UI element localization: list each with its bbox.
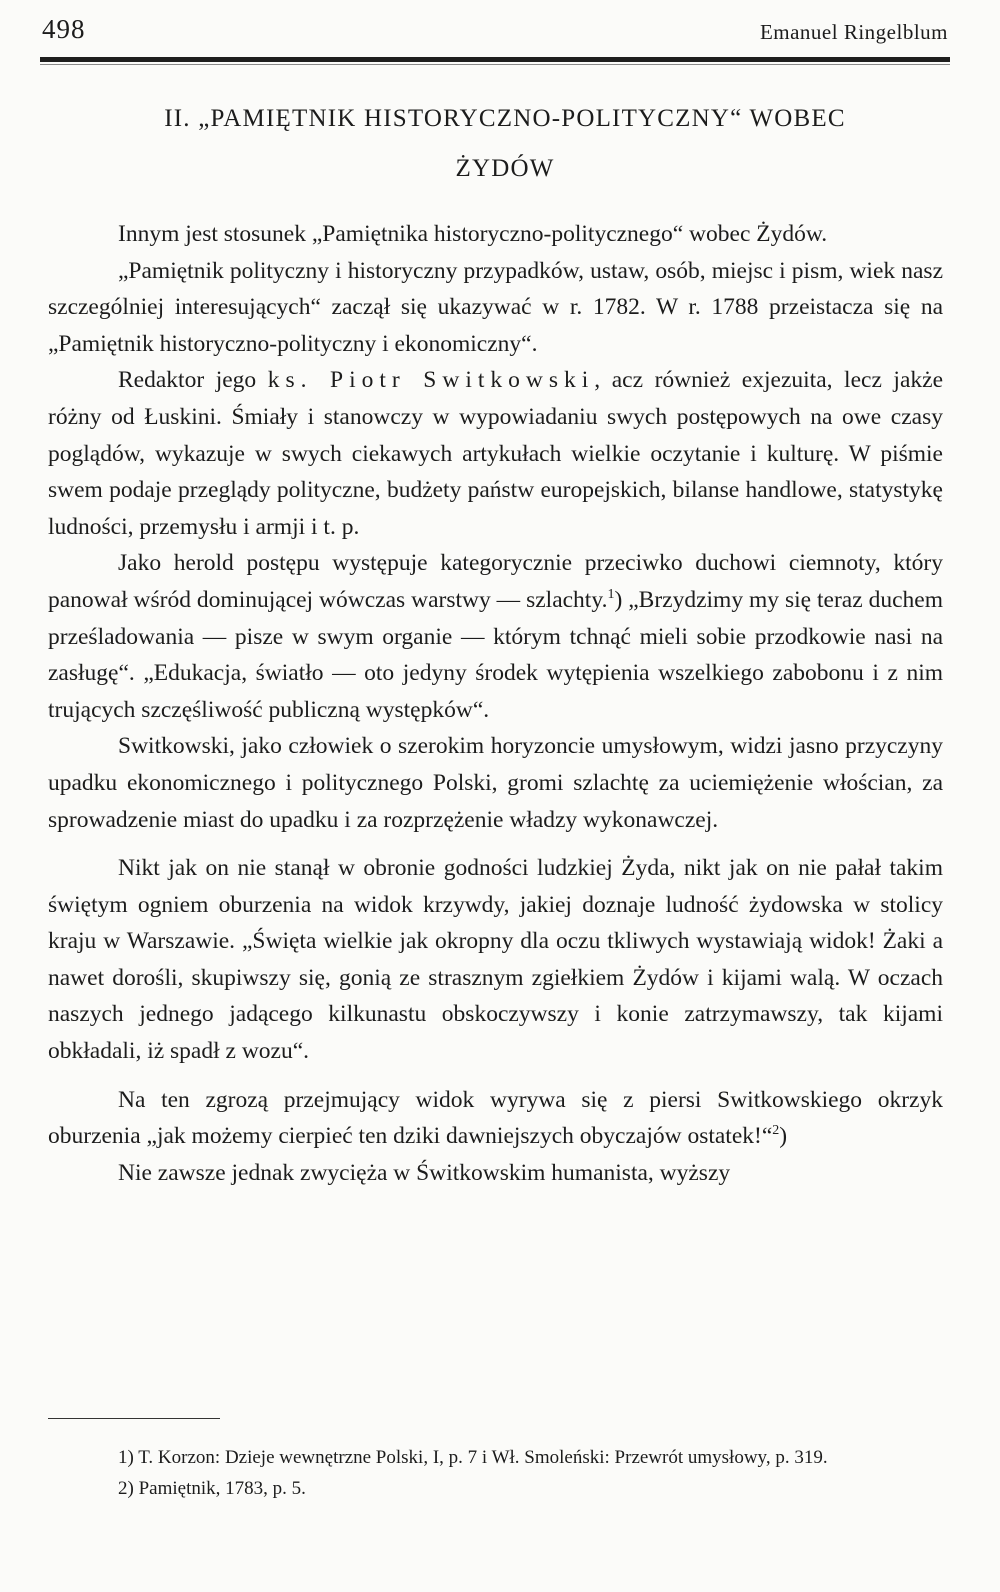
paragraph-5: Switkowski, jako człowiek o szerokim horyzoncie umysłowym, widzi jasno przyczyny upadku ekonomicznego i politycznego Polski, gromi szlachtę za uciemiężenie włościan, za sprowadzenie miast do upadku i za rozprzężenie władzy wykonawczej.: [48, 733, 943, 833]
paragraph-2: „Pamiętnik polityczny i historyczny przypadków, ustaw, osób, miejsc i pism, wiek nasz szczególniej interesujących“ zaczął się ukazywać w r. 1782. W r. 1788 przeistacza się na „Pamiętnik historyczno-polityczny i ekonomiczny“.: [48, 257, 943, 357]
footnote-rule: [48, 1418, 220, 1419]
paragraph-1: Innym jest stosunek „Pamiętnika historyczno-politycznego“ wobec Żydów.: [118, 221, 828, 247]
paragraph-3: [48, 362, 943, 545]
header-rule: [40, 57, 950, 62]
running-head-author: Emanuel Ringelblum: [759, 20, 948, 44]
paragraph-4-start: Jako herold postępu występuje kategorycznie przeciwko duchowi ciemnoty, który panował wśród dominującej wówczas warstwy — szlachty.: [48, 550, 943, 613]
paragraph-8: Nie zawsze jednak zwycięża w Świtkowskim humanista, wyższy: [118, 1159, 731, 1186]
paragraph-3-start: Redaktor jego: [118, 367, 268, 394]
paragraph-6: Nikt jak on nie stanął w obronie godności ludzkiej Żyda, nikt jak on nie pałał takim świętym ogniem oburzenia na widok krzywdy, jakiej doznaje ludność żydowska w stolicy kraju w Warszawie. „Święta wielkie jak okropny dla oczu tkliwych wystawiają widok! Żaki a nawet dorośli, skupiwszy się, gonią ze strasznym zgiełkiem Żydów i kijami walą. W oczach naszych jednego jadącego kilkunastu obskoczywszy i konie zatrzymawszy, tak kijami obkładali, iż spadł z wozu“.: [48, 855, 943, 1065]
footnote-ref-1: 1: [607, 587, 615, 603]
footnote-2: 2) Pamiętnik, 1783, p. 5.: [118, 1478, 306, 1499]
footnotes: [48, 1442, 943, 1504]
running-head: [42, 14, 948, 50]
paragraph-7: [48, 1082, 943, 1155]
body-text: [48, 216, 943, 1191]
paragraph-4-rest: ) „Brzydzimy my się teraz duchem prześladowania — pisze w swym organie — którym tchnąć mieli sobie przodkowie nasi na zasługę“. „Edukacja, światło — oto jedyny środek wytępienia wszelkiego zabobonu i z nim trujących szczęśliwość publiczną występków“.: [48, 586, 943, 723]
footnote-ref-2: 2: [772, 1123, 780, 1139]
footnote-1: 1) T. Korzon: Dzieje wewnętrzne Polski, I, p. 7 i Wł. Smoleński: Przewrót umysłowy, p. 319.: [118, 1447, 828, 1468]
section-title: [60, 94, 950, 194]
paragraph-4: [48, 545, 943, 728]
page-number: 498: [42, 14, 86, 44]
paragraph-7-rest: ): [779, 1123, 788, 1150]
paragraph-3-rest: , acz również exjezuita, lecz jakże różny od Łuskini. Śmiały i stanowczy w wypowiadaniu swych postępowych na owe czasy poglądów, wykazuje w swych ciekawych artykułach wielkie oczytanie i kulturę. W piśmie swem podaje przeglądy polityczne, budżety państw europejskich, bilanse handlowe, statystykę ludności, przemysłu i armji i t. p.: [48, 367, 943, 540]
section-title-line-1: II. „PAMIĘTNIK HISTORYCZNO-POLITYCZNY“ WOBEC: [164, 105, 846, 132]
header-rule-thin: [40, 64, 950, 65]
paragraph-7-start: Na ten zgrozą przejmujący widok wyrywa się z piersi Switkowskiego okrzyk oburzenia „jak możemy cierpieć ten dziki dawniejszych obyczajów ostatek!“: [48, 1086, 943, 1150]
section-title-line-2: ŻYDÓW: [455, 155, 555, 182]
editor-name-spaced: ks. Piotr Switkowski: [267, 367, 595, 394]
